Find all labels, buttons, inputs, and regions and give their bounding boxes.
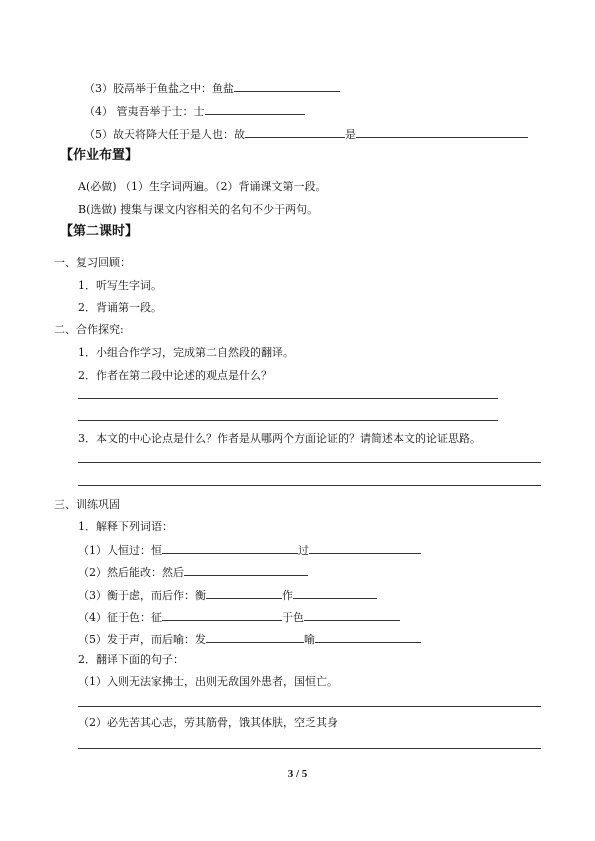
- answer-blank[interactable]: [245, 126, 345, 138]
- practice-question-2: 2．翻译下面的句子：: [78, 653, 184, 666]
- answer-blank[interactable]: [304, 609, 400, 621]
- practice-title: 三、训练巩固: [54, 498, 120, 511]
- exercise-line-5: （5）故天将降大任于是人也：故 是: [84, 126, 528, 142]
- answer-blank[interactable]: [315, 631, 421, 643]
- coop-item: 3．本文的中心论点是什么？作者是从哪两个方面论证的？请简述本文的论证思路。: [78, 432, 481, 445]
- answer-blank[interactable]: [293, 587, 377, 599]
- answer-blank[interactable]: [205, 103, 305, 115]
- sentence-1: （1）入则无法家拂士，出则无敌国外患者，国恒亡。: [78, 675, 338, 688]
- answer-blank[interactable]: [184, 564, 308, 576]
- coop-title: 二、合作探究:: [54, 323, 124, 336]
- answer-blank[interactable]: [206, 587, 282, 599]
- answer-line[interactable]: [78, 462, 541, 463]
- word-item-4: （4）征于色：征 于色: [78, 609, 400, 625]
- homework-heading: 【作业布置】: [60, 148, 139, 163]
- coop-item: 1．小组合作学习，完成第二自然段的翻译。: [78, 346, 294, 359]
- page-number: 3 / 5: [287, 768, 308, 780]
- coop-item: 2．作者在第二段中论述的观点是什么？: [78, 369, 272, 382]
- answer-line[interactable]: [78, 420, 498, 421]
- exercise-line-3: （3）胶鬲举于鱼盐之中：鱼盐: [84, 80, 340, 96]
- answer-line[interactable]: [78, 398, 498, 399]
- answer-blank[interactable]: [356, 126, 528, 138]
- answer-line[interactable]: [78, 706, 541, 707]
- word-item-5: （5）发于声，而后喻：发 喻: [78, 631, 421, 647]
- exercise-line-4: （4） 管夷吾举于士：士: [84, 103, 305, 119]
- answer-blank[interactable]: [234, 80, 340, 92]
- practice-question-1: 1．解释下列词语：: [78, 520, 173, 533]
- review-title: 一、复习回顾：: [54, 256, 131, 269]
- answer-blank[interactable]: [162, 609, 282, 621]
- answer-line[interactable]: [78, 748, 541, 749]
- word-item-1: （1）人恒过：恒 过: [78, 542, 421, 558]
- answer-blank[interactable]: [309, 542, 421, 554]
- word-item-2: （2）然后能改：然后: [78, 564, 308, 580]
- sentence-2: （2）必先苦其心志，劳其筋骨，饿其体肤，空乏其身: [78, 716, 338, 729]
- answer-blank[interactable]: [206, 631, 304, 643]
- answer-blank[interactable]: [162, 542, 298, 554]
- lesson2-heading: 【第二课时】: [60, 224, 139, 239]
- answer-line[interactable]: [78, 485, 541, 486]
- review-item: 1．听写生字词。: [78, 279, 162, 292]
- homework-optional: B(选做) 搜集与课文内容相关的名句不少于两句。: [78, 203, 319, 216]
- word-item-3: （3）衡于虑，而后作：衡 作: [78, 587, 377, 603]
- homework-required: A(必做) （1）生字词两遍。（2）背诵课文第一段。: [78, 180, 327, 193]
- review-item: 2．背诵第一段。: [78, 301, 162, 314]
